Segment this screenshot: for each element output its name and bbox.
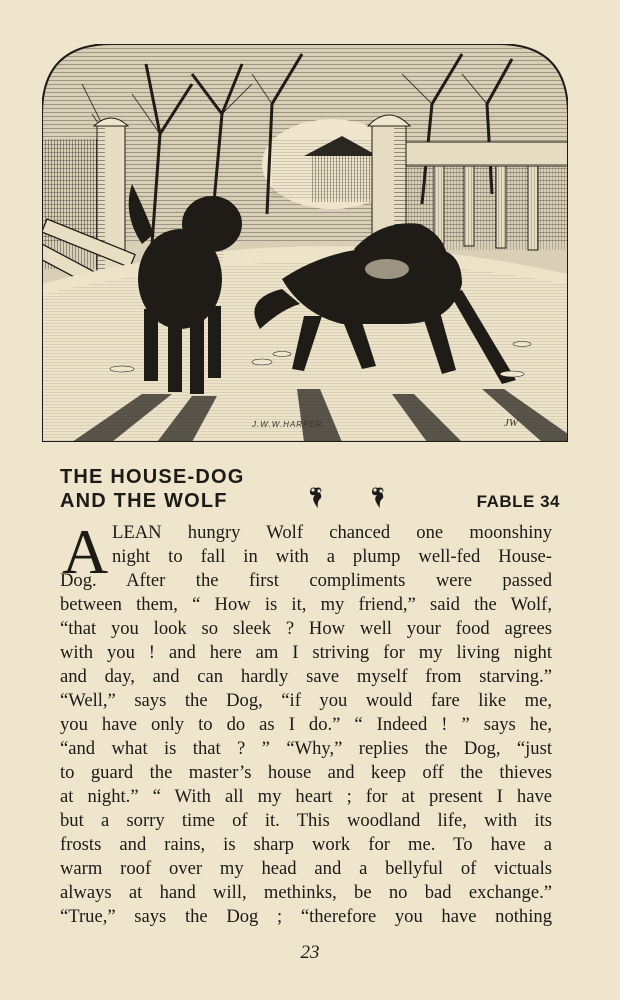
fable-number: FABLE 34 (476, 492, 560, 511)
text-line: to guard the master’s house and keep off the thieves (60, 762, 552, 783)
fleuron-ornament-icon (368, 484, 388, 510)
page-number: 23 (300, 942, 320, 963)
text-line: “that you look so sleek ? How well your food agrees (60, 618, 552, 639)
fable-illustration (42, 44, 568, 442)
fable-heading (60, 466, 560, 520)
text-line: you have only to do as I do.” “ Indeed ! ” says he, (60, 714, 552, 735)
text-line: Dog. After the first compliments were passed (60, 570, 552, 591)
fable-text (60, 516, 552, 929)
fleuron-ornament-icon (306, 484, 326, 510)
title-line-1: THE HOUSE-DOG (60, 466, 245, 488)
title-line-2: AND THE WOLF (60, 490, 228, 512)
engraving-dog-and-wolf-icon (42, 44, 568, 442)
text-line: with you ! and here am I striving for my living night (60, 642, 552, 663)
text-line: and day, and can hardly save myself from starving.” (60, 666, 552, 687)
text-line: “Well,” says the Dog, “if you would fare like me, (60, 690, 552, 711)
drop-cap: A (62, 516, 109, 587)
text-line: always at hand will, methinks, be no bad exchange.” (60, 882, 552, 903)
engraver-signature: J.W.W.HARPER. (252, 420, 326, 429)
text-line: frosts and rains, is sharp work for me. To have a (60, 834, 552, 855)
text-line: between them, “ How is it, my friend,” said the Wolf, (60, 594, 552, 615)
text-line: LEAN hungry Wolf chanced one moonshiny (112, 522, 552, 543)
text-line: night to fall in with a plump well-fed House- (112, 546, 552, 567)
engraver-monogram: JW (504, 417, 519, 429)
text-line: “True,” says the Dog ; “therefore you have nothing (60, 906, 552, 927)
text-line: warm roof over my head and a bellyful of victuals (60, 858, 552, 879)
text-line: “and what is that ? ” “Why,” replies the Dog, “just (60, 738, 552, 759)
text-line: but a sorry time of it. This woodland life, with its (60, 810, 552, 831)
text-line: at night.” “ With all my heart ; for at present I have (60, 786, 552, 807)
